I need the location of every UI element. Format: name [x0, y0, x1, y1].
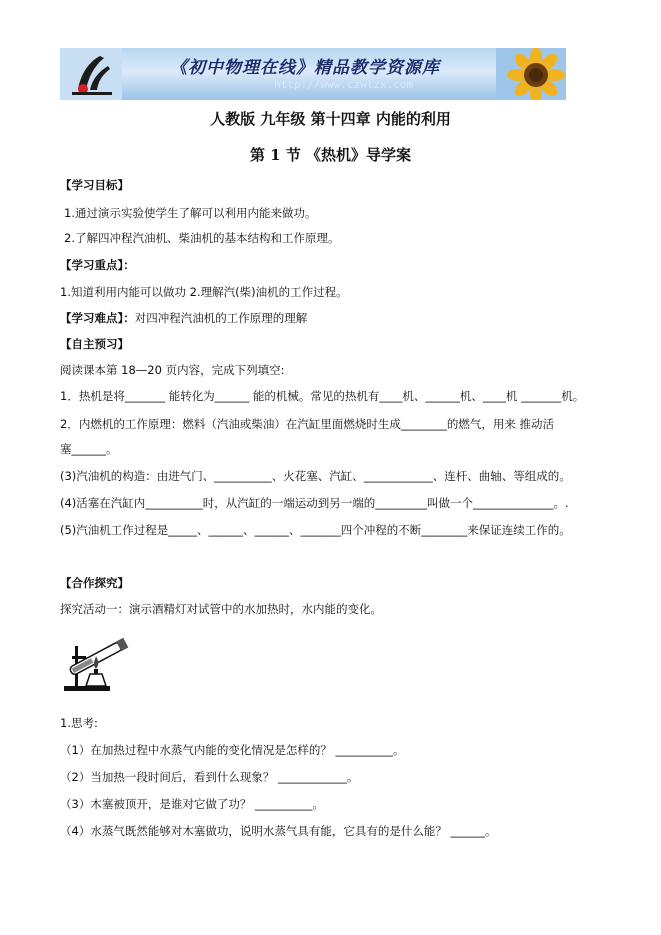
preview-question-2-cont: 塞______。 [60, 442, 118, 456]
preview-question-5: (5)汽油机工作过程是_____、______、______、_______四个冲程的不断________来保证连续工作的。 [60, 523, 571, 537]
key-points-text: 1.知道利用内能可以做功 2.理解汽(柴)油机的工作过程。 [60, 285, 348, 299]
preview-question-4: (4)活塞在汽缸内__________时，从汽缸的一端运动到另一端的_________叫做一个______________。. [60, 496, 569, 510]
preview-intro: 阅读课本第 18—20 页内容，完成下列填空: [60, 363, 285, 377]
sunflower-icon [496, 48, 566, 100]
think-question: （4）水蒸气既然能够对木塞做功，说明水蒸气具有能，它具有的是什么能？ ______。 [60, 824, 497, 838]
key-points-heading: 【学习重点】： [60, 258, 135, 272]
explore-heading: 【合作探究】 [60, 576, 129, 590]
page-title: 人教版 九年级 第十四章 内能的利用 [210, 110, 451, 128]
test-tube-heating-figure [62, 626, 142, 694]
objective-item: 2.了解四冲程汽油机、柴油机的基本结构和工作原理。 [64, 231, 340, 245]
difficulty-heading: 【学习难点】： [60, 311, 135, 325]
preview-question-1: 1．热机是将_______ 能转化为______ 能的机械。常见的热机有____机、______机、____机 _______机。 [60, 389, 585, 403]
preview-question-2: 2．内燃机的工作原理：燃料（汽油或柴油）在汽缸里面燃烧时生成________的燃气，用来 推动活 [60, 417, 554, 431]
banner-url: http://www.czwlzx.com [274, 78, 414, 91]
think-question: （2）当加热一段时间后，看到什么现象？ ____________。 [60, 770, 359, 784]
difficulty-row [60, 310, 307, 326]
page-subtitle: 第 1 节 《热机》导学案 [249, 146, 412, 164]
header-banner [60, 48, 566, 100]
think-label: 1.思考: [60, 716, 98, 730]
objectives-heading: 【学习目标】 [60, 178, 129, 192]
explore-activity: 探究活动一：演示酒精灯对试管中的水加热时，水内能的变化。 [60, 602, 382, 616]
think-question: （3）木塞被顶开，是谁对它做了功？ __________。 [60, 797, 324, 811]
difficulty-text: 对四冲程汽油机的工作原理的理解 [134, 311, 308, 325]
objective-item: 1.通过演示实验使学生了解可以利用内能来做功。 [64, 206, 317, 220]
think-question: （1）在加热过程中水蒸气内能的变化情况是怎样的？ __________。 [60, 743, 405, 757]
site-logo-icon [60, 48, 122, 100]
banner-title: 《初中物理在线》精品教学资源库 [170, 58, 440, 78]
preview-question-3: (3)汽油机的构造：由进气门、__________、火花塞、汽缸、____________、连杆、曲轴、等组成的。 [60, 469, 571, 483]
preview-heading: 【自主预习】 [60, 337, 129, 351]
